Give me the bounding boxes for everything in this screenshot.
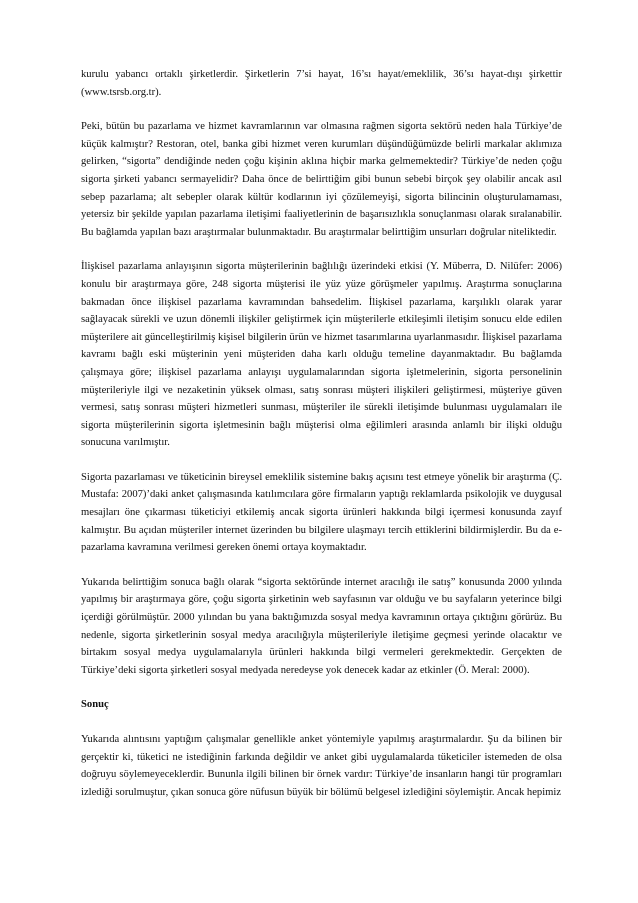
- paragraph-internet-sales: Yukarıda belirttiğim sonuca bağlı olarak “sigorta sektöründe internet aracılığı ile satış” konusunda 2000 yılında yapılmış bir araştırmaya göre, çoğu sigorta şirketinin web sayfasının var olduğu ve bu sayfaların yeterince bilgi içerdiği görülmüştür. 2000 yılından bu yana baktığımızda sosyal medya kavramının ortaya çıktığını görürüz. Bu nedenle, sigorta şirketlerinin sosyal medya aracılığıyla müşterileriyle iletişime geçmesi yerinde olacaktır ve birtakım sosyal medya uygulamalarıyla ürünleri hakkında bilgi vermeleri gerekmektedir. Gerçekten de Türkiye’deki sigorta şirketleri sosyal medyada neredeyse yok denecek kadar az etkinler (Ö. Meral: 2000).: [81, 576, 562, 676]
- paragraph-relationship-marketing: İlişkisel pazarlama anlayışının sigorta müşterilerinin bağlılığı üzerindeki etkisi (Y. Müberra, D. Nilüfer: 2006) konulu bir araştırmaya göre, 248 sigorta müşterisi ile yüz yüze görüşmeler yapılmış. Araştırma sonuçlarına bakmadan önce ilişkisel pazarlama kavramından bahsedelim. İlişkisel pazarlama, karşılıklı olarak yarar sağlayacak sürekli ve uzun dönemli ilişkiler geliştirmek için müşterilerle etkileşimli iletişim sonucu elde edilen müşterilere ait güncelleştirilmiş kişisel bilgilerin ürün ve hizmet tasarımlarına uyarlanmasıdır. İlişkisel pazarlama kavramı bağlı eski müşterinin yeni müşteriden daha karlı olduğu temeline dayanmaktadır. Bu bağlamda çalışmaya göre; ilişkisel pazarlama anlayışı uygulamalarından sigorta işletmelerinin, sigorta personelinin müşterileriyle ilgi ve nezaketinin yüksek olması, satış sonrası müşteri ilişkileri geliştirmesi, müşteriye güven vermesi, satış sonrası müşteri hizmetleri sunması, müşteriler ile sürekli iletişimde bulunması uygulamaları ile sigorta müşterilerinin sigorta işletmesinin bağlı müşterisi olma eğilimleri arasında anlamlı bir ilişki olduğu sonucuna varılmıştır.: [81, 261, 562, 449]
- paragraph-intro: kurulu yabancı ortaklı şirketlerdir. Şirketlerin 7’si hayat, 16’sı hayat/emeklilik, 36’sı hayat-dışı şirkettir (www.tsrsb.org.tr).: [81, 69, 562, 98]
- paragraph-marketing-question: Peki, bütün bu pazarlama ve hizmet kavramlarının var olmasına rağmen sigorta sektörü neden hala Türkiye’de küçük kalmıştır? Restoran, otel, banka gibi hizmet veren kurumları düşündüğümüzde belirli markalar aklımıza gelirken, “sigorta” dendiğinde neden çoğu kişinin aklına hiçbir marka gelmemektedir? Türkiye’de neden çoğu sigorta şirketi yabancı sermayelidir? Daha önce de belirttiğim gibi bunun sebebi birçok şey olabilir ancak asıl sebep pazarlama; alt sebepler olarak kültür kodlarının iyi çözülemeyişi, sigorta bilincinin oluşturulamaması, yetersiz bir şekilde yapılan pazarlama iletişimi faaliyetlerinin de başarısızlıkla sonuçlanması olarak sıralanabilir. Bu bağlamda yapılan bazı araştırmalar bulunmaktadır. Bu araştırmalar belirttiğim unsurları doğrular niteliktedir.: [81, 121, 562, 238]
- paragraph-pension-research: Sigorta pazarlaması ve tüketicinin bireysel emeklilik sistemine bakış açısını test etmeye yönelik bir araştırma (Ç. Mustafa: 2007)’daki anket çalışmasında katılımcılara göre firmaların yaptığı reklamlarda psikolojik ve duygusal mesajları öne çıkarması tüketiciyi etkilemiş ancak sigorta ürünleri hakkında bilgi içermesi konusunda zayıf kalmıştır. Bu açıdan müşteriler internet üzerinden bu bilgilere ulaşmayı tercih ettiklerini bildirmişlerdir. Bu da e-pazarlama kavramına verilmesi gereken önemi ortaya koymaktadır.: [81, 471, 562, 554]
- document-page: [81, 66, 562, 818]
- paragraph-conclusion: Yukarıda alıntısını yaptığım çalışmalar genellikle anket yöntemiyle yapılmış araştırmalardır. Şu da bilinen bir gerçektir ki, tüketici ne istediğinin farkında değildir ve anket gibi uygulamalarda tüketiciler istemeden de olsa doğruyu söylemeyeceklerdir. Bununla ilgili bilinen bir örnek vardır: Türkiye’de insanların hangi tür programları izlediği sorulmuştur, çıkan sonuca göre nüfusun büyük bir bölümü belgesel izlediğini söylemiştir. Ancak hepimiz: [81, 734, 562, 798]
- section-heading-conclusion: Sonuç: [81, 699, 109, 711]
